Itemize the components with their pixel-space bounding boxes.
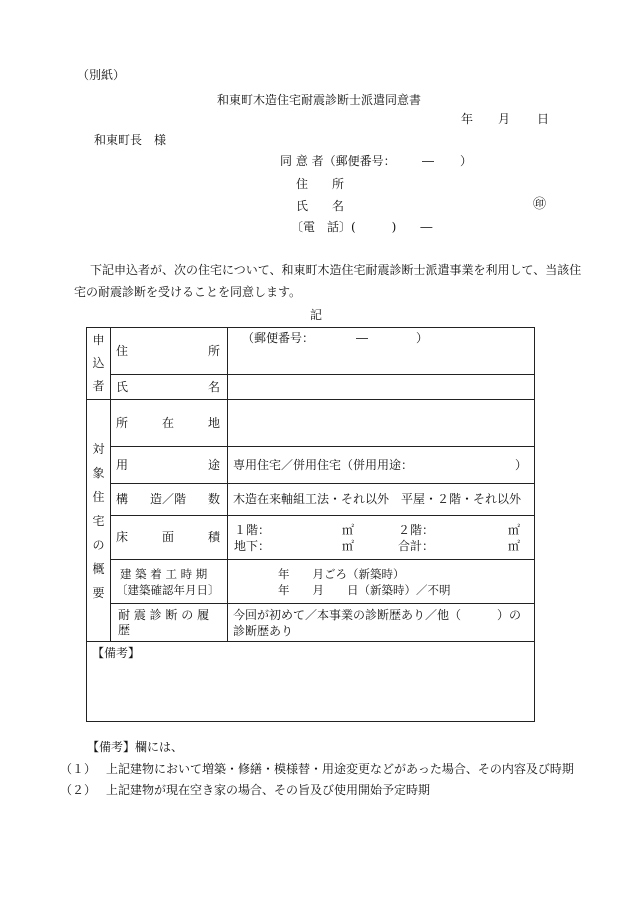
applicant-name-field[interactable] [228,375,535,400]
label-char: 積 [207,530,220,544]
label-char: 住 [116,343,129,358]
history-field[interactable] [228,604,535,642]
consenter-name-label: 氏 名 [296,199,345,213]
consenter-phone-label: 〔電 話〕( ) ― [291,220,433,234]
note-2 [60,783,430,797]
label-char: 地 [207,415,220,430]
basement-unit: ㎡ [342,538,355,553]
consenter-postal-close: ） [460,154,473,168]
target-char: 要 [92,585,105,600]
construction-line2: 年 月 日（新築時）／不明 [278,582,451,597]
floor2-label: ２階： [398,522,435,537]
applicant-address-label [111,328,228,375]
floor-area-field[interactable] [228,516,535,560]
applicant-name-label [111,375,228,400]
construction-sub-label: 〔建築確認年月日〕 [116,582,220,597]
floor2-unit: ㎡ [508,522,521,537]
label-char: 所 [116,415,129,430]
remarks-field[interactable] [87,642,535,722]
applicant-char-2: 込 [92,356,105,370]
consenter-address-label: 住 所 [296,177,345,191]
target-char: 対 [92,441,105,456]
note-1-number: （１） [60,762,97,776]
note-1-text: 上記建物において増築・修繕・模様替・用途変更などがあった場合、その内容及び時期 [106,762,574,776]
label-char: 在 [161,415,174,430]
consent-text-line1: 下記申込者が、次の住宅について、和東町木造住宅耐震診断士派遣事業を利用して、当該住 [90,263,582,277]
date-month: 月 [498,112,511,126]
floor1-unit: ㎡ [342,522,355,537]
note-2-number: （２） [60,783,97,797]
history-options-text: 今回が初めて／本事業の診断歴あり／他（ ）の診断歴あり [233,607,522,638]
applicant-postal-text: （郵便番号： ― ） [242,331,429,345]
date-day: 日 [537,112,550,126]
label-char: 所 [207,343,220,358]
ki-label: 記 [310,308,323,322]
history-label-cell [111,604,228,642]
structure-label [111,484,228,516]
label-char: 数 [207,492,220,506]
structure-field[interactable] [228,484,535,516]
remarks-label: 【備考】 [92,646,141,660]
label-char: 名 [207,379,220,394]
usage-field[interactable] [228,447,535,484]
note-2-text: 上記建物が現在空き家の場合、その旨及び使用開始予定時期 [106,783,431,797]
label-char: 面 [161,530,174,544]
floor1-label: １階： [234,522,271,537]
label-char: 造／階 [149,492,186,506]
applicant-group-cell [87,328,111,400]
consenter-postal-dash: ― [422,154,434,168]
location-field[interactable] [228,400,535,447]
note-1 [60,762,574,776]
basement-label: 地下： [234,538,271,553]
construction-field[interactable] [228,560,535,604]
history-label: 耐 震 診 断 の 履 歴 [118,607,210,637]
total-unit: ㎡ [508,538,521,553]
attachment-label: （別紙） [77,68,126,82]
date-year: 年 [461,112,474,126]
application-table [86,327,535,722]
applicant-address-field[interactable] [228,328,535,375]
consent-text-line2: 宅の耐震診断を受けることを同意します。 [74,285,302,299]
addressee: 和東町長 様 [94,133,167,147]
location-label [111,400,228,447]
construction-label [111,560,228,604]
usage-options-text: 専用住宅／併用住宅（併用用途： ） [233,457,528,472]
floor-area-label [111,516,228,560]
target-group-cell [87,400,111,642]
applicant-char-3: 者 [92,379,105,393]
target-char: 概 [92,561,105,576]
total-label: 合計： [398,538,435,553]
label-char: 床 [116,530,129,544]
applicant-char-1: 申 [92,333,105,347]
label-char: 途 [207,457,220,472]
construction-date-label: 建 築 着 工 時 期 [120,566,208,581]
seal-mark: ㊞ [533,197,547,212]
consenter-label: 同 意 者（郵便番号： [280,154,396,168]
label-char: 氏 [116,379,129,394]
usage-label [111,447,228,484]
document-title: 和東町木造住宅耐震診断士派遣同意書 [217,93,422,107]
target-char: 象 [92,465,105,480]
target-char: 住 [92,489,105,504]
target-char: の [92,537,105,552]
target-char: 宅 [92,513,105,528]
construction-line1: 年 月ごろ（新築時） [278,566,405,581]
structure-options-text: 木造在来軸組工法・それ以外 平屋・２階・それ以外 [233,492,522,506]
label-char: 構 [116,492,129,506]
label-char: 用 [116,457,129,472]
notes-heading: 【備考】欄には、 [87,740,184,754]
